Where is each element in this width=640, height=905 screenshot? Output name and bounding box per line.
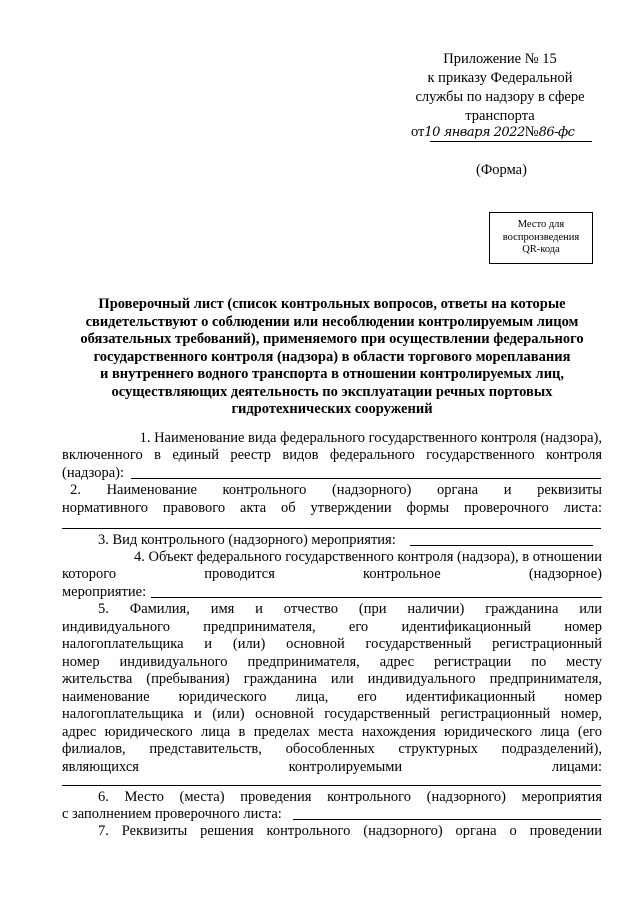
appendix-number: Приложение № 15 — [443, 51, 557, 67]
item-5-line-9: филиалов, представительств, обособленных структурных подразделений), — [62, 741, 602, 757]
item-5-line-8: адрес юридического лица в пределах места нахождения юридического лица (его — [62, 724, 602, 740]
item-5-line-1: 5. Фамилия, имя и отчество (при наличии) гражданина или — [98, 601, 602, 617]
item-5-fill-line — [62, 785, 601, 786]
item-1-line-1: 1. Наименование вида федерального государственного контроля (надзора), — [139, 430, 602, 446]
title-line: Проверочный лист (список контрольных вопросов, ответы на которые — [98, 296, 566, 312]
item-2-fill-line — [62, 528, 601, 529]
order-number-handwritten: 86-фс — [538, 125, 575, 140]
item-4-line-1: 4. Объект федерального государственного контроля (надзора), в отношении — [133, 549, 602, 565]
item-5-line-6: наименование юридического лица, его идентификационный номер — [62, 689, 602, 705]
order-date-number — [411, 124, 601, 141]
item-1-line-2: включенного в единый реестр видов федерального государственного контроля — [62, 447, 602, 463]
document-title — [62, 296, 602, 419]
item-5-line-7: налогоплательщика и (или) основной государственный регистрационный номер, — [62, 706, 602, 722]
appendix-order-ref: к приказу Федеральной — [427, 70, 573, 86]
item-5-line-10: являющихся контролируемыми лицами: — [62, 759, 602, 775]
item-5-line-5: жительства (пребывания) гражданина или индивидуального предпринимателя, — [62, 671, 602, 687]
item-6-fill-line — [293, 819, 601, 820]
order-no-label: № — [524, 124, 539, 140]
title-line: осуществляющих деятельность по эксплуатации речных портовых — [111, 383, 553, 400]
title-line: обязательных требований), применяемого при осуществлении федерального — [80, 331, 584, 347]
title-line: гидротехнических сооружений — [231, 401, 433, 417]
order-prefix: от — [411, 124, 425, 140]
item-5-line-4: номер индивидуального предпринимателя, адрес регистрации по месту — [62, 654, 602, 670]
form-label: (Форма) — [476, 162, 527, 178]
qr-text-1: Место для — [517, 219, 565, 231]
item-4-line-3: мероприятие: — [62, 584, 147, 600]
item-5-line-2: индивидуального предпринимателя, его идентификационный номер — [62, 619, 602, 635]
title-line: государственного контроля (надзора) в области торгового мореплавания — [93, 348, 571, 365]
item-3-line-1: 3. Вид контрольного (надзорного) мероприятия: — [98, 532, 396, 548]
item-2-line-2: нормативного правового акта об утверждении формы проверочного листа: — [62, 500, 602, 516]
appendix-agency-end: транспорта — [465, 108, 535, 124]
qr-text-3: QR-кода — [522, 244, 560, 256]
item-3-fill-line — [410, 545, 593, 546]
item-7-line-1: 7. Реквизиты решения контрольного (надзорного) органа о проведении — [98, 823, 602, 839]
order-underline — [430, 141, 592, 142]
item-4-line-2: которого проводится контрольное (надзорное) — [62, 566, 602, 582]
item-5-line-3: налогоплательщика и (или) основной государственный регистрационный — [62, 636, 602, 652]
item-1-fill-line — [131, 478, 601, 479]
item-4-fill-line — [151, 597, 602, 598]
item-6-line-1: 6. Место (места) проведения контрольного (надзорного) мероприятия — [98, 789, 602, 805]
qr-code-placeholder — [489, 212, 593, 264]
title-line: свидетельствуют о соблюдении или несоблюдении контролируемым лицом — [85, 313, 579, 330]
item-2-line-1: 2. Наименование контрольного (надзорного) органа и реквизиты — [70, 482, 602, 498]
order-date-handwritten: 10 января 2022 — [424, 125, 525, 140]
qr-text-2: воспроизведения — [502, 231, 580, 243]
title-line: и внутреннего водного транспорта в отношении контролируемых лиц, — [99, 366, 565, 382]
appendix-agency: службы по надзору в сфере — [415, 89, 585, 105]
appendix-header — [405, 50, 595, 126]
item-1-line-3: (надзора): — [62, 465, 125, 481]
item-6-line-2: с заполнением проверочного листа: — [62, 806, 282, 822]
